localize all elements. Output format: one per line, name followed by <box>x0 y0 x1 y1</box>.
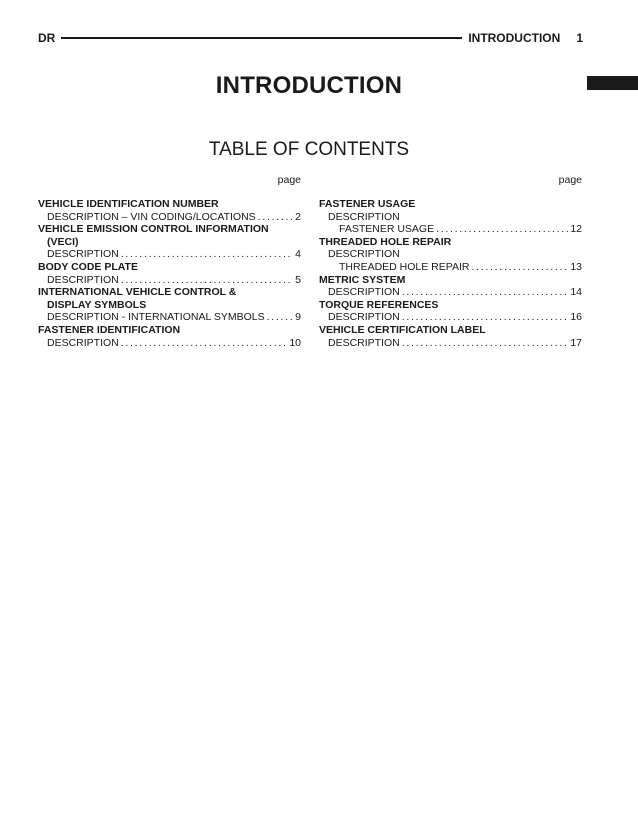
toc-entry[interactable] <box>38 311 301 324</box>
dot-leader <box>121 274 293 287</box>
toc-page-number: 17 <box>570 336 582 349</box>
toc-entry[interactable] <box>38 211 301 224</box>
toc-heading-entry[interactable] <box>38 261 301 274</box>
toc-entry-text: DESCRIPTION <box>328 210 400 223</box>
toc-entry-text: VEHICLE IDENTIFICATION NUMBER <box>38 198 219 210</box>
toc-heading-entry[interactable] <box>319 274 582 287</box>
toc-entry[interactable] <box>319 248 582 261</box>
toc-entry-text: DESCRIPTION <box>47 273 119 286</box>
dot-leader <box>121 248 293 261</box>
toc-entry[interactable] <box>319 337 582 350</box>
dot-leader <box>267 311 294 324</box>
toc-entry[interactable] <box>319 311 582 324</box>
toc-page-number: 10 <box>289 336 301 349</box>
toc-entry[interactable] <box>38 337 301 350</box>
toc-entry-text: DESCRIPTION <box>328 336 400 349</box>
page-header <box>38 30 583 46</box>
toc-entry-text: DESCRIPTION <box>47 336 119 349</box>
toc-entry[interactable] <box>319 286 582 299</box>
toc-heading-entry[interactable] <box>38 324 301 337</box>
toc-entry[interactable] <box>38 274 301 287</box>
toc-entry-text: FASTENER USAGE <box>339 223 435 236</box>
toc-page-number: 9 <box>295 311 301 324</box>
toc-entry-text: DISPLAY SYMBOLS <box>47 298 147 311</box>
toc-heading-entry[interactable] <box>38 198 301 211</box>
toc-heading-entry[interactable] <box>319 324 582 337</box>
toc-heading-entry[interactable] <box>319 299 582 312</box>
toc-entry-text: DESCRIPTION – VIN CODING/LOCATIONS <box>47 210 256 223</box>
toc-entry-text: VEHICLE CERTIFICATION LABEL <box>319 323 486 336</box>
toc-entry-text: VEHICLE EMISSION CONTROL INFORMATION <box>38 223 269 236</box>
toc-entry[interactable] <box>319 223 582 236</box>
toc-page-number: 13 <box>570 260 582 273</box>
toc-page-number: 14 <box>570 286 582 299</box>
toc-right-column <box>319 172 582 349</box>
toc-entry-text: (VECI) <box>47 235 79 248</box>
toc-page-number: 2 <box>295 210 301 223</box>
dot-leader <box>402 286 569 299</box>
toc-entry-text: DESCRIPTION - INTERNATIONAL SYMBOLS <box>47 311 265 324</box>
section-code: DR <box>38 31 56 45</box>
toc-entry[interactable] <box>38 248 301 261</box>
toc-entry-text: INTERNATIONAL VEHICLE CONTROL & <box>38 286 237 299</box>
toc-entry-text: TORQUE REFERENCES <box>319 298 439 311</box>
toc-right-entries <box>319 198 582 349</box>
toc-page-number: 16 <box>570 311 582 324</box>
dot-leader <box>121 337 288 350</box>
toc-left-entries <box>38 198 301 349</box>
toc-heading-entry[interactable] <box>38 236 301 249</box>
toc-entry-text: DESCRIPTION <box>47 248 119 261</box>
toc-entry-text: BODY CODE PLATE <box>38 260 138 273</box>
page-title: INTRODUCTION <box>215 72 403 99</box>
dot-leader <box>402 311 569 324</box>
toc-heading-entry[interactable] <box>38 223 301 236</box>
toc-heading-entry[interactable] <box>38 299 301 312</box>
toc-entry-text: DESCRIPTION <box>328 248 400 261</box>
toc-page-number: 4 <box>295 248 301 261</box>
toc-heading-entry[interactable] <box>319 198 582 211</box>
toc-entry-text: THREADED HOLE REPAIR <box>319 235 452 248</box>
toc-heading-entry[interactable] <box>38 286 301 299</box>
toc-entry-text: METRIC SYSTEM <box>319 273 406 286</box>
toc-entry[interactable] <box>319 261 582 274</box>
page-number: 1 <box>576 31 583 45</box>
toc-heading-entry[interactable] <box>319 236 582 249</box>
toc-entry[interactable] <box>319 211 582 224</box>
dot-leader <box>436 223 568 236</box>
toc-entry-text: FASTENER USAGE <box>319 198 416 210</box>
toc-page-number: 12 <box>570 223 582 236</box>
toc-heading: TABLE OF CONTENTS <box>208 139 410 160</box>
toc-entry-text: DESCRIPTION <box>328 286 400 299</box>
toc-left-column <box>38 172 301 349</box>
page-column-label: page <box>558 174 582 186</box>
header-rule <box>61 37 462 39</box>
toc-entry-text: FASTENER IDENTIFICATION <box>38 323 181 336</box>
dot-leader <box>402 337 569 350</box>
dot-leader <box>258 211 293 224</box>
page-column-label: page <box>277 174 301 186</box>
dot-leader <box>472 261 569 274</box>
toc-entry-text: DESCRIPTION <box>328 311 400 324</box>
toc-entry-text: THREADED HOLE REPAIR <box>339 260 470 273</box>
toc-page-number: 5 <box>295 273 301 286</box>
chapter-name: INTRODUCTION <box>468 31 561 45</box>
